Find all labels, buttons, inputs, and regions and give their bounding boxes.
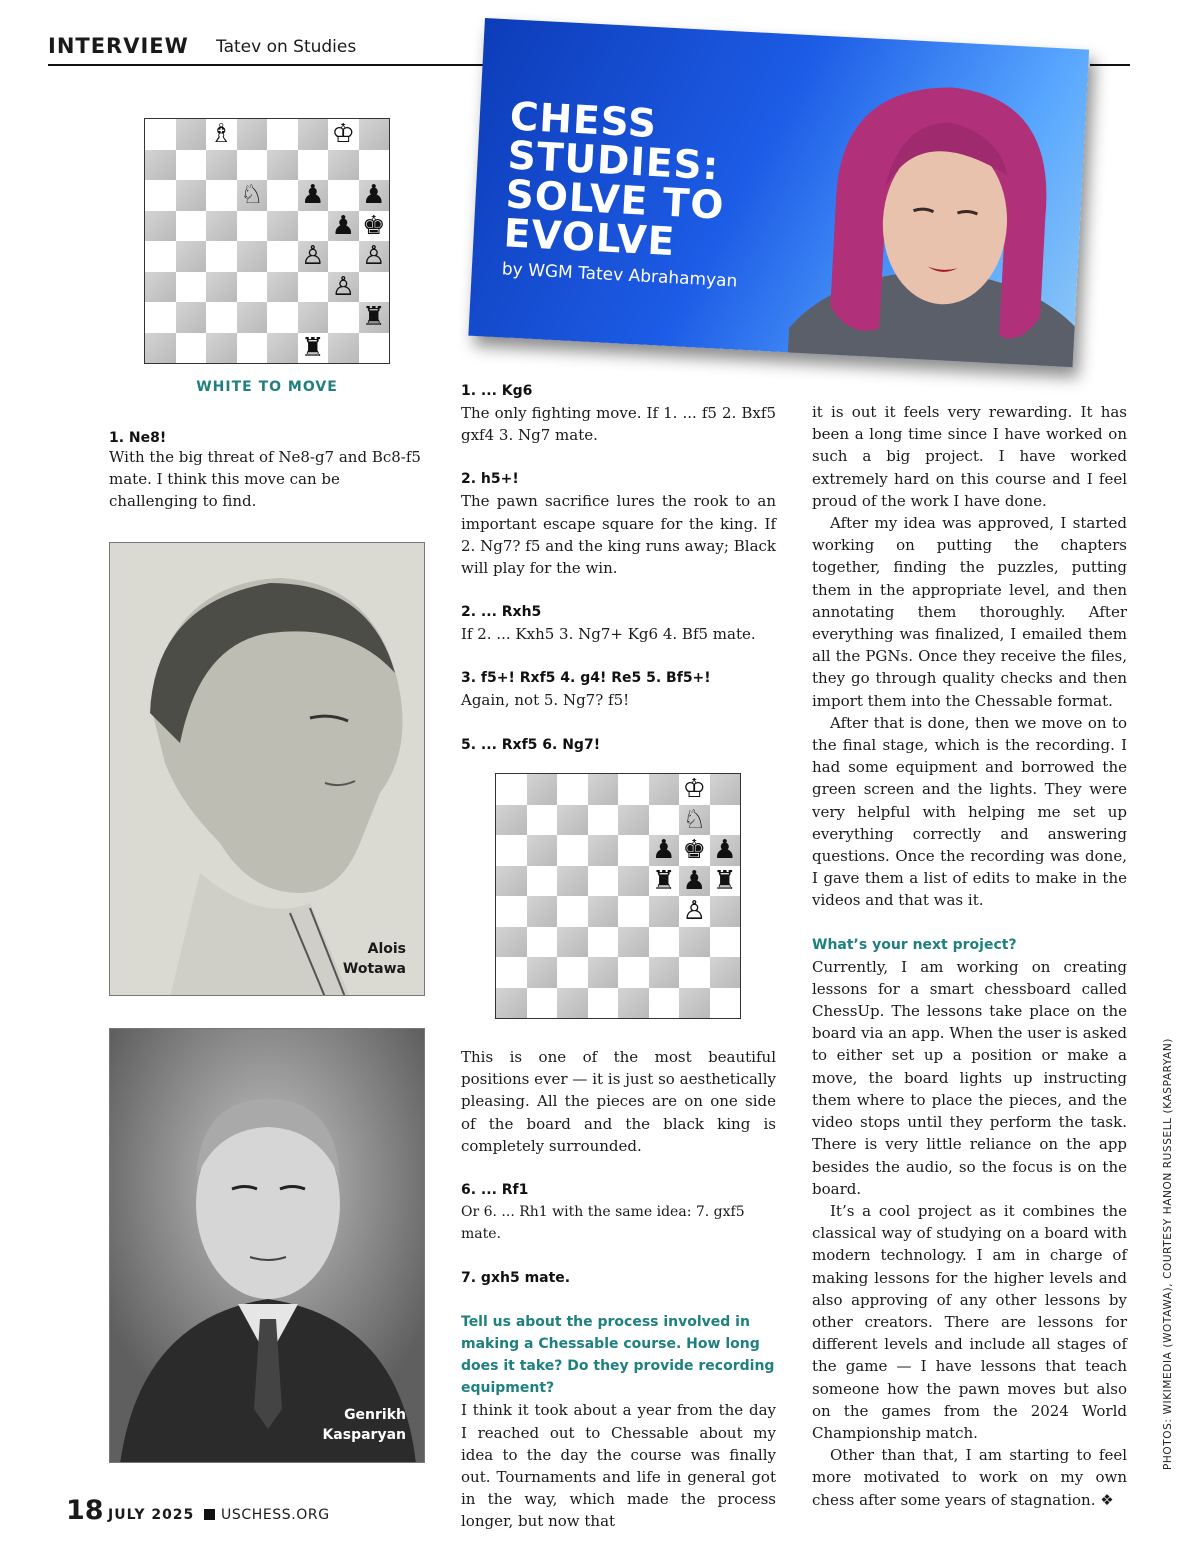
board-square bbox=[710, 957, 741, 988]
board-square bbox=[588, 957, 619, 988]
board-square bbox=[618, 866, 649, 897]
board-square bbox=[618, 835, 649, 866]
board-square bbox=[618, 927, 649, 958]
board-square bbox=[237, 333, 268, 364]
board-square bbox=[527, 835, 558, 866]
board-square bbox=[618, 896, 649, 927]
board-square bbox=[237, 272, 268, 303]
chess-piece: ♚ bbox=[362, 210, 386, 241]
board-square bbox=[267, 180, 298, 211]
header-rule-right bbox=[1090, 64, 1130, 66]
author-portrait bbox=[787, 55, 1089, 368]
move-heading: 1. ... Kg6 bbox=[461, 383, 533, 399]
board-square bbox=[145, 241, 176, 272]
board-square bbox=[176, 180, 207, 211]
move-commentary: With the big threat of Ne8-g7 and Bc8-f5 mate. I think this move can be challenging to find. bbox=[109, 448, 421, 511]
board-square bbox=[176, 272, 207, 303]
board-square bbox=[588, 896, 619, 927]
board-square bbox=[267, 272, 298, 303]
board-square bbox=[588, 988, 619, 1019]
kasparyan-portrait bbox=[110, 1029, 425, 1463]
board-square bbox=[237, 119, 268, 150]
board-square bbox=[557, 957, 588, 988]
board-square bbox=[298, 272, 329, 303]
chess-piece: ♚ bbox=[682, 835, 706, 865]
move-commentary: Or 6. ... Rh1 with the same idea: 7. gxf5 mate. bbox=[461, 1204, 745, 1243]
board-square bbox=[237, 302, 268, 333]
board-square bbox=[527, 866, 558, 897]
board-square bbox=[496, 927, 527, 958]
move-heading: 6. ... Rf1 bbox=[461, 1182, 529, 1199]
board-square bbox=[176, 150, 207, 181]
move-commentary: If 2. ... Kxh5 3. Ng7+ Kg6 4. Bf5 mate. bbox=[461, 625, 756, 644]
answer-paragraph: After my idea was approved, I started working on putting the chapters together, finding the puzzles, putting them in the appropriate level, and then annotating them thoroughly. After everything was finalized, I emailed them all the PGNs. Once they receive the files, they go through quality checks and then import them into the Chessable format. bbox=[812, 514, 1127, 710]
board-square bbox=[679, 957, 710, 988]
banner-byline: by WGM Tatev Abrahamyan bbox=[501, 259, 738, 292]
position-commentary: This is one of the most beautiful positions ever — it is just so aesthetically pleasing. All the pieces are on one side of the board and the black king is completely surrounded. bbox=[461, 1048, 776, 1155]
board-square bbox=[145, 333, 176, 364]
board-square bbox=[237, 241, 268, 272]
interview-question: What’s your next project? bbox=[812, 936, 1017, 953]
board-square bbox=[298, 119, 329, 150]
board-square bbox=[328, 333, 359, 364]
board-square bbox=[496, 957, 527, 988]
chess-piece: ♟ bbox=[331, 210, 355, 241]
interview-question: Tell us about the process involved in making a Chessable course. How long does it take? Do they provide recording equipment? bbox=[461, 1314, 775, 1397]
page-number: 18 bbox=[66, 1495, 104, 1526]
board-square bbox=[527, 896, 558, 927]
board-square bbox=[237, 150, 268, 181]
end-mark-icon: ❖ bbox=[1100, 1490, 1114, 1509]
board-square bbox=[176, 241, 207, 272]
board-square bbox=[359, 150, 390, 181]
chess-piece: ♜ bbox=[301, 332, 325, 363]
board-square bbox=[267, 241, 298, 272]
chess-piece: ♟ bbox=[362, 180, 386, 210]
answer-paragraph: Currently, I am working on creating lessons for a smart chessboard called ChessUp. The lessons take place on the board via an app. When the user is asked to either set up a position or make a move, the board lights up instructing them where to place the pieces, and the video stops until they perform the task. There is very little reliance on the app besides the audio, so the focus is on the board. bbox=[812, 957, 1127, 1198]
board-square bbox=[557, 927, 588, 958]
board-square bbox=[267, 302, 298, 333]
section-label: INTERVIEW bbox=[48, 34, 189, 58]
move-heading: 7. gxh5 mate. bbox=[461, 1270, 571, 1287]
board-square bbox=[588, 927, 619, 958]
board-square bbox=[328, 180, 359, 211]
board-square bbox=[145, 180, 176, 211]
answer-paragraph bbox=[812, 1444, 1127, 1511]
move-heading: 3. f5+! Rxf5 4. g4! Re5 5. Bf5+! bbox=[461, 670, 711, 687]
board-square bbox=[267, 150, 298, 181]
answer-paragraph: it is out it feels very rewarding. It has been a long time since I have worked on such a big project. I have worked extremely hard on this course and I feel proud of the work I have done. bbox=[812, 403, 1127, 510]
issue-date: JULY 2025 bbox=[108, 1507, 195, 1523]
answer-paragraph: It’s a cool project as it combines the classical way of studying on a board with modern technology. I am in charge of making lessons for the higher levels and also approving of any other lessons by other creators. There are lessons for different levels and include all stages of the game — I have lessons that teach someone how the pawn moves but also on the games from the 2024 World Championship match. bbox=[812, 1201, 1127, 1442]
board-square bbox=[145, 272, 176, 303]
board-square bbox=[298, 150, 329, 181]
board-square bbox=[710, 988, 741, 1019]
board-square bbox=[145, 150, 176, 181]
board-square bbox=[649, 927, 680, 958]
wotawa-photo bbox=[109, 542, 425, 996]
board-square bbox=[206, 180, 237, 211]
board-square bbox=[557, 866, 588, 897]
board-square bbox=[206, 272, 237, 303]
board-square bbox=[176, 333, 207, 364]
photo-caption: Genrikh Kasparyan bbox=[322, 1407, 406, 1443]
board-square bbox=[618, 774, 649, 805]
chess-piece: ♜ bbox=[713, 865, 737, 896]
board-square bbox=[328, 241, 359, 272]
chess-diagram-1 bbox=[144, 118, 390, 364]
chess-piece: ♟ bbox=[713, 835, 737, 865]
board-square bbox=[145, 119, 176, 150]
board-square bbox=[496, 896, 527, 927]
chess-diagram-2 bbox=[495, 773, 741, 1019]
column-3 bbox=[812, 401, 1127, 1511]
move-commentary: Again, not 5. Ng7? f5! bbox=[461, 691, 630, 710]
board-square bbox=[527, 774, 558, 805]
board-square bbox=[496, 866, 527, 897]
board-square bbox=[328, 302, 359, 333]
board-square bbox=[649, 896, 680, 927]
column-2-top bbox=[461, 380, 776, 756]
board-square bbox=[496, 988, 527, 1019]
chess-piece: ♜ bbox=[652, 865, 676, 896]
board-square bbox=[206, 241, 237, 272]
chess-piece: ♙ bbox=[331, 271, 355, 302]
board-square bbox=[176, 302, 207, 333]
board-square bbox=[527, 805, 558, 836]
board-square bbox=[557, 774, 588, 805]
board-square bbox=[267, 333, 298, 364]
move-heading: 2. h5+! bbox=[461, 471, 519, 488]
board-square bbox=[618, 957, 649, 988]
board-square bbox=[588, 774, 619, 805]
board-square bbox=[588, 805, 619, 836]
board-square bbox=[206, 302, 237, 333]
photo-caption: Alois Wotawa bbox=[342, 941, 406, 977]
board-square bbox=[649, 988, 680, 1019]
board-square bbox=[237, 211, 268, 242]
board-square bbox=[298, 211, 329, 242]
chess-piece: ♔ bbox=[682, 774, 706, 804]
board-square bbox=[649, 774, 680, 805]
chess-piece: ♟ bbox=[301, 180, 325, 210]
board-square bbox=[176, 211, 207, 242]
board-square bbox=[206, 211, 237, 242]
board-square bbox=[527, 988, 558, 1019]
board-square bbox=[298, 302, 329, 333]
board-square bbox=[527, 957, 558, 988]
banner-title: CHESS STUDIES: SOLVE TO EVOLVE bbox=[502, 94, 726, 266]
board-square bbox=[359, 333, 390, 364]
answer-paragraph: After that is done, then we move on to the final stage, which is the recording. I had some equipment and borrowed the green screen and the lights. They were very helpful with helping me set up everything correctly and answering questions. Once the recording was done, I gave them a list of edits to make in the videos and that was it. bbox=[812, 713, 1127, 910]
board-square bbox=[679, 988, 710, 1019]
move-heading: 2. ... Rxh5 bbox=[461, 604, 542, 621]
board-square bbox=[588, 866, 619, 897]
board-square bbox=[557, 896, 588, 927]
board-square bbox=[710, 805, 741, 836]
board-square bbox=[557, 835, 588, 866]
chess-piece: ♘ bbox=[240, 180, 264, 210]
chess-piece: ♟ bbox=[682, 865, 706, 896]
board-square bbox=[527, 927, 558, 958]
board-square bbox=[496, 835, 527, 866]
board-square bbox=[145, 302, 176, 333]
board-square bbox=[710, 896, 741, 927]
move-heading: 1. Ne8! bbox=[109, 430, 167, 446]
move-heading: 5. ... Rxf5 6. Ng7! bbox=[461, 736, 601, 753]
board-square bbox=[679, 927, 710, 958]
chess-piece: ♜ bbox=[362, 302, 386, 332]
footer-website: USCHESS.ORG bbox=[221, 1507, 330, 1523]
board-square bbox=[710, 774, 741, 805]
footer-separator bbox=[204, 1509, 215, 1520]
board-square bbox=[176, 119, 207, 150]
board-square bbox=[618, 805, 649, 836]
chess-piece: ♙ bbox=[362, 241, 386, 271]
kasparyan-photo bbox=[109, 1028, 425, 1463]
board-square bbox=[649, 957, 680, 988]
board-square bbox=[557, 805, 588, 836]
photo-credit: PHOTOS: WIKIMEDIA (WOTAWA), COURTESY HANON RUSSELL (KASPARYAN) bbox=[1162, 1038, 1174, 1470]
board-square bbox=[496, 805, 527, 836]
chess-piece: ♟ bbox=[652, 835, 676, 865]
board-square bbox=[557, 988, 588, 1019]
board-square bbox=[267, 211, 298, 242]
board-square bbox=[649, 805, 680, 836]
board-square bbox=[710, 927, 741, 958]
chess-piece: ♗ bbox=[209, 119, 233, 149]
chess-piece: ♙ bbox=[301, 241, 325, 271]
section-subtitle: Tatev on Studies bbox=[216, 37, 357, 57]
board-square bbox=[359, 119, 390, 150]
move-commentary: The only fighting move. If 1. ... f5 2. Bxf5 gxf4 3. Ng7 mate. bbox=[461, 404, 776, 445]
course-banner bbox=[468, 18, 1089, 367]
board-square bbox=[618, 988, 649, 1019]
board-square bbox=[267, 119, 298, 150]
move-commentary: The pawn sacrifice lures the rook to an important escape square for the king. If 2. Ng7? f5 and the king runs away; Black will play for the win. bbox=[461, 492, 776, 578]
interview-answer: I think it took about a year from the day I reached out to Chessable about my idea to the day the course was finally out. Tournaments and life in general got in the way, which made the process longer, but now that bbox=[461, 1401, 776, 1531]
closing-text: Other than that, I am starting to feel more motivated to work on my own chess after some years of stagnation. bbox=[812, 1446, 1127, 1509]
board-square bbox=[359, 272, 390, 303]
chess-piece: ♘ bbox=[682, 804, 706, 835]
header-rule bbox=[48, 64, 500, 66]
board-square bbox=[328, 150, 359, 181]
chess-piece: ♙ bbox=[682, 896, 706, 926]
wotawa-sketch bbox=[110, 543, 425, 996]
board-square bbox=[588, 835, 619, 866]
column-2-bottom bbox=[461, 1046, 776, 1533]
board-square bbox=[206, 333, 237, 364]
board-square bbox=[496, 774, 527, 805]
chess-piece: ♔ bbox=[331, 119, 355, 149]
diagram-caption: WHITE TO MOVE bbox=[196, 379, 338, 395]
board-square bbox=[206, 150, 237, 181]
board-square bbox=[145, 211, 176, 242]
